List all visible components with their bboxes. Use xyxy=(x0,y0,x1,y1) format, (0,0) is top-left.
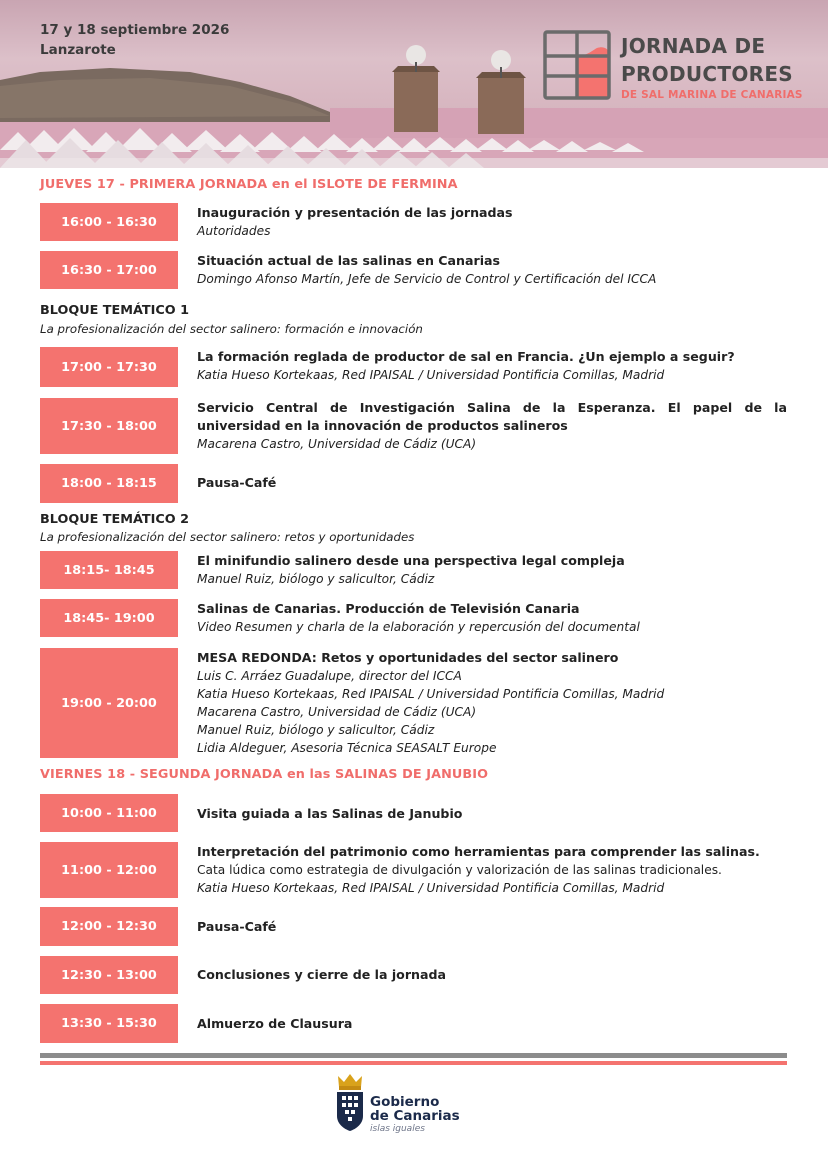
org-name-line1: Gobierno xyxy=(370,1094,440,1110)
logo-title-line1: JORNADA DE xyxy=(621,34,766,58)
time-slot: 17:00 - 17:30 xyxy=(40,347,178,387)
block2-subtitle: La profesionalización del sector salinero: retos y oportunidades xyxy=(40,530,415,544)
time-slot: 18:45- 19:00 xyxy=(40,599,178,637)
org-name-line2: de Canarias xyxy=(370,1108,460,1124)
session-title: Situación actual de las salinas en Canarias xyxy=(197,253,501,268)
session-title: Pausa-Café xyxy=(197,919,277,934)
session-speaker: Macarena Castro, Universidad de Cádiz (UCA) xyxy=(197,437,477,451)
coat-of-arms-icon xyxy=(334,1072,366,1132)
panel-speaker: Lidia Aldeguer, Asesoria Técnica SEASALT Europe xyxy=(197,741,497,755)
session xyxy=(197,805,787,823)
panel-speaker: Manuel Ruiz, biólogo y salicultor, Cádiz xyxy=(197,723,435,737)
panel-speaker: Katia Hueso Kortekaas, Red IPAISAL / Universidad Pontificia Comillas, Madrid xyxy=(197,687,665,701)
time-slot: 16:00 - 16:30 xyxy=(40,203,178,241)
event-date: 17 y 18 septiembre 2026 xyxy=(40,22,230,38)
time-slot: 19:00 - 20:00 xyxy=(40,648,178,758)
time-slot: 18:00 - 18:15 xyxy=(40,464,178,503)
session xyxy=(197,918,787,936)
session-title: La formación reglada de productor de sal en Francia. ¿Un ejemplo a seguir? xyxy=(197,349,735,364)
session-title: Salinas de Canarias. Producción de Televisión Canaria xyxy=(197,601,580,616)
session-speaker: Video Resumen y charla de la elaboración y repercusión del documental xyxy=(197,620,640,634)
session-speaker: Domingo Afonso Martín, Jefe de Servicio de Control y Certificación del ICCA xyxy=(197,272,657,286)
windmill-2-icon xyxy=(476,50,526,134)
header-banner xyxy=(0,0,828,168)
time-slot: 10:00 - 11:00 xyxy=(40,794,178,832)
session xyxy=(197,966,787,984)
session xyxy=(197,552,787,588)
session-speaker: Katia Hueso Kortekaas, Red IPAISAL / Universidad Pontificia Comillas, Madrid xyxy=(197,881,665,895)
logo-title-line2: PRODUCTORES xyxy=(621,62,793,86)
time-slot: 12:30 - 13:00 xyxy=(40,956,178,994)
time-slot: 13:30 - 15:30 xyxy=(40,1004,178,1043)
session-speaker: Autoridades xyxy=(197,224,271,238)
session-title: Inauguración y presentación de las jornadas xyxy=(197,205,513,220)
logo-subtitle: DE SAL MARINA DE CANARIAS xyxy=(621,89,803,101)
day1-title: JUEVES 17 - PRIMERA JORNADA en el ISLOTE DE FERMINA xyxy=(40,177,458,192)
round-table xyxy=(197,649,787,757)
session-title: Almuerzo de Clausura xyxy=(197,1016,353,1031)
windmill-1-icon xyxy=(392,45,440,132)
time-slot: 16:30 - 17:00 xyxy=(40,251,178,289)
session-title: Interpretación del patrimonio como herramientas para comprender las salinas. xyxy=(197,844,760,859)
session xyxy=(197,399,787,453)
day2-title: VIERNES 18 - SEGUNDA JORNADA en las SALINAS DE JANUBIO xyxy=(40,767,489,782)
session xyxy=(197,600,787,636)
org-tagline: islas iguales xyxy=(370,1124,425,1134)
panel-speaker: Macarena Castro, Universidad de Cádiz (UCA) xyxy=(197,705,477,719)
session-title: Visita guiada a las Salinas de Janubio xyxy=(197,806,463,821)
session-title: El minifundio salinero desde una perspectiva legal compleja xyxy=(197,553,625,568)
session xyxy=(197,348,787,384)
time-slot: 11:00 - 12:00 xyxy=(40,842,178,898)
session xyxy=(197,204,787,240)
session xyxy=(197,1015,787,1033)
session-description: Cata lúdica como estrategia de divulgación y valorización de las salinas tradicionales. xyxy=(197,863,722,877)
session-speaker: Manuel Ruiz, biólogo y salicultor, Cádiz xyxy=(197,572,435,586)
footer-divider-grey xyxy=(40,1053,787,1058)
session xyxy=(197,252,787,288)
panel-speaker: Luis C. Arráez Guadalupe, director del ICCA xyxy=(197,669,462,683)
session-speaker: Katia Hueso Kortekaas, Red IPAISAL / Universidad Pontificia Comillas, Madrid xyxy=(197,368,665,382)
block1-subtitle: La profesionalización del sector salinero: formación e innovación xyxy=(40,322,423,336)
footer-divider-red xyxy=(40,1061,787,1065)
event-location: Lanzarote xyxy=(40,42,116,58)
block1-title: BLOQUE TEMÁTICO 1 xyxy=(40,303,190,318)
time-slot: 12:00 - 12:30 xyxy=(40,907,178,946)
session xyxy=(197,474,787,492)
session-title: MESA REDONDA: Retos y oportunidades del sector salinero xyxy=(197,650,619,665)
time-slot: 17:30 - 18:00 xyxy=(40,398,178,454)
block2-title: BLOQUE TEMÁTICO 2 xyxy=(40,512,190,527)
session-title: Pausa-Café xyxy=(197,475,277,490)
session-title: Servicio Central de Investigación Salina de la Esperanza. El papel de la universidad en la innovación de productos salineros xyxy=(197,400,787,433)
session-title: Conclusiones y cierre de la jornada xyxy=(197,967,447,982)
salt-grid-logo-icon xyxy=(543,30,611,100)
session xyxy=(197,843,787,897)
time-slot: 18:15- 18:45 xyxy=(40,551,178,589)
